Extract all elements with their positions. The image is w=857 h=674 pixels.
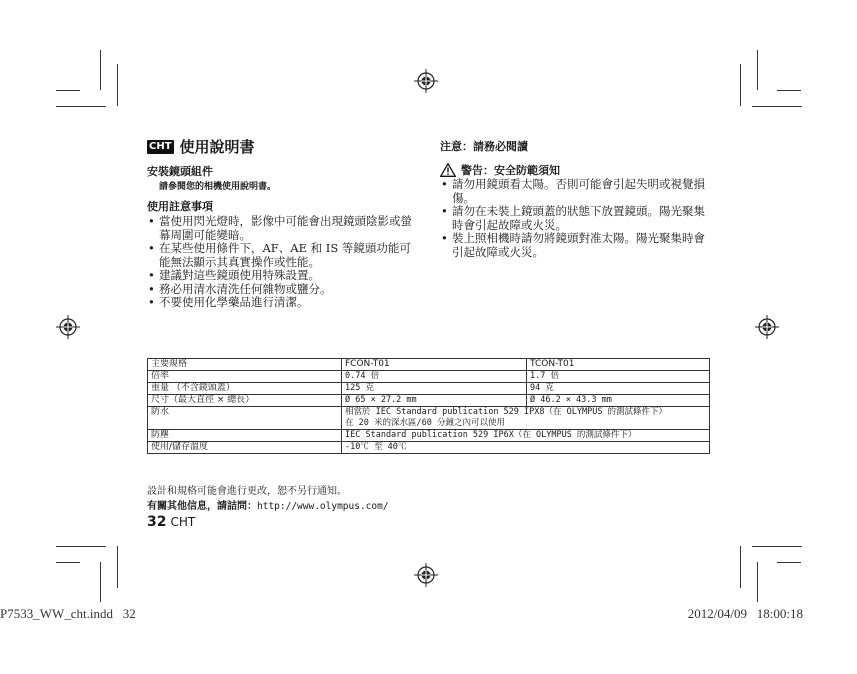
slug-filename: P7533_WW_cht.indd 32 [0,606,136,621]
table-cell: IEC Standard publication 529 IP6X（在 OLYMPUS 的測試條件下） [342,430,710,442]
crop-mark [56,546,106,547]
waterproof-line: 在 20 米的深水區/60 分鐘之內可以使用 [345,418,505,428]
warning-triangle-icon [440,163,456,177]
list-item: • 當使用閃光燈時，影像中可能會出現鏡頭陰影或螢幕周圍可能變暗。 [147,215,415,242]
more-info-label: 有關其他信息，請詰問： [147,501,257,512]
page-number [147,514,195,530]
crop-mark [56,90,80,91]
page-title: 使用說明書 [179,138,255,156]
table-cell: 防塵 [148,430,342,442]
registration-mark-icon [413,562,439,588]
table-cell: 重量 （不含鏡頭蓋） [148,383,342,395]
list-item: • 建議對這些鏡頭使用特殊設置。 [147,269,415,283]
change-notice: 設計和規格可能會進行更改，恕不另行通知。 [147,486,347,497]
right-column [440,138,706,259]
list-item: • 裝上照相機時請勿將鏡頭對准太陽。陽光聚集時會引起故障或火災。 [440,232,706,259]
table-row [148,371,710,383]
more-info-url[interactable]: http://www.olympus.com/ [257,501,389,512]
crop-mark [100,50,101,90]
list-item: • 請勿用鏡頭看太陽。否則可能會引起失明或視覺損傷。 [440,178,706,205]
crop-mark [56,562,80,563]
crop-mark [740,546,741,588]
crop-mark [757,562,758,602]
install-heading: 安裝鏡頭組件 [147,165,213,178]
warning-list [440,178,706,259]
table-cell: Ø 46.2 × 43.3 mm [527,395,710,407]
crop-mark [100,562,101,602]
warning-title: 警告：安全防範須知 [461,164,560,177]
table-row [148,430,710,442]
table-cell: 尺寸（最大直徑 × 總長） [148,395,342,407]
spec-table [147,358,710,454]
crop-mark [56,106,106,107]
slug-datetime: 2012/04/09 18:00:18 [687,606,803,621]
notes-heading: 使用註意事項 [147,200,213,213]
table-row [148,442,710,454]
more-info [147,497,389,512]
registration-mark-icon [754,314,780,340]
table-cell: Ø 65 × 27.2 mm [342,395,527,407]
install-subtext: 請參閱您的相機使用說明書。 [159,182,277,192]
language-badge: CHT [149,140,172,152]
table-header-cell: TCON-T01 [527,359,710,371]
table-row [148,395,710,407]
table-cell: -10℃ 至 40℃ [342,442,710,454]
table-cell: 防水 [148,407,342,430]
warning-title-row [440,162,706,178]
crop-mark [752,106,802,107]
crop-mark [117,64,118,106]
table-header-row [148,359,710,371]
crop-mark [757,50,758,90]
caution-heading: 注意：請務必閱讀 [440,140,528,153]
table-cell: 使用/儲存溫度 [148,442,342,454]
table-cell: 1.7 倍 [527,371,710,383]
crop-mark [777,562,801,563]
crop-mark [740,64,741,106]
list-item: • 在某些使用條件下，AF、AE 和 IS 等鏡頭功能可能無法顯示其真實操作或性能。 [147,242,415,269]
page-language: CHT [170,515,196,529]
table-cell: 倍率 [148,371,342,383]
table-cell: 0.74 倍 [342,371,527,383]
list-item: • 不要使用化學藥品進行清潔。 [147,296,415,310]
crop-mark [752,546,802,547]
page-number-value: 32 [147,514,167,530]
table-row [148,383,710,395]
list-item: • 請勿在未裝上鏡頭蓋的狀態下放置鏡頭。陽光聚集時會引起故障或火災。 [440,205,706,232]
page-header [147,136,255,157]
waterproof-line: 相當於 IEC Standard publication 529 IPX8（在 OLYMPUS 的測試條件下） [345,407,668,417]
table-row [148,407,710,430]
notes-list [147,215,415,310]
table-cell: 125 克 [342,383,527,395]
table-header-cell: FCON-T01 [342,359,527,371]
table-cell: 94 克 [527,383,710,395]
table-cell [342,407,710,430]
table-header-cell: 主要規格 [148,359,342,371]
crop-mark [777,90,801,91]
crop-mark [117,546,118,588]
list-item: • 務必用清水清洗任何雜物或鹽分。 [147,283,415,297]
left-column [147,163,415,310]
registration-mark-icon [55,314,81,340]
registration-mark-icon [413,68,439,94]
